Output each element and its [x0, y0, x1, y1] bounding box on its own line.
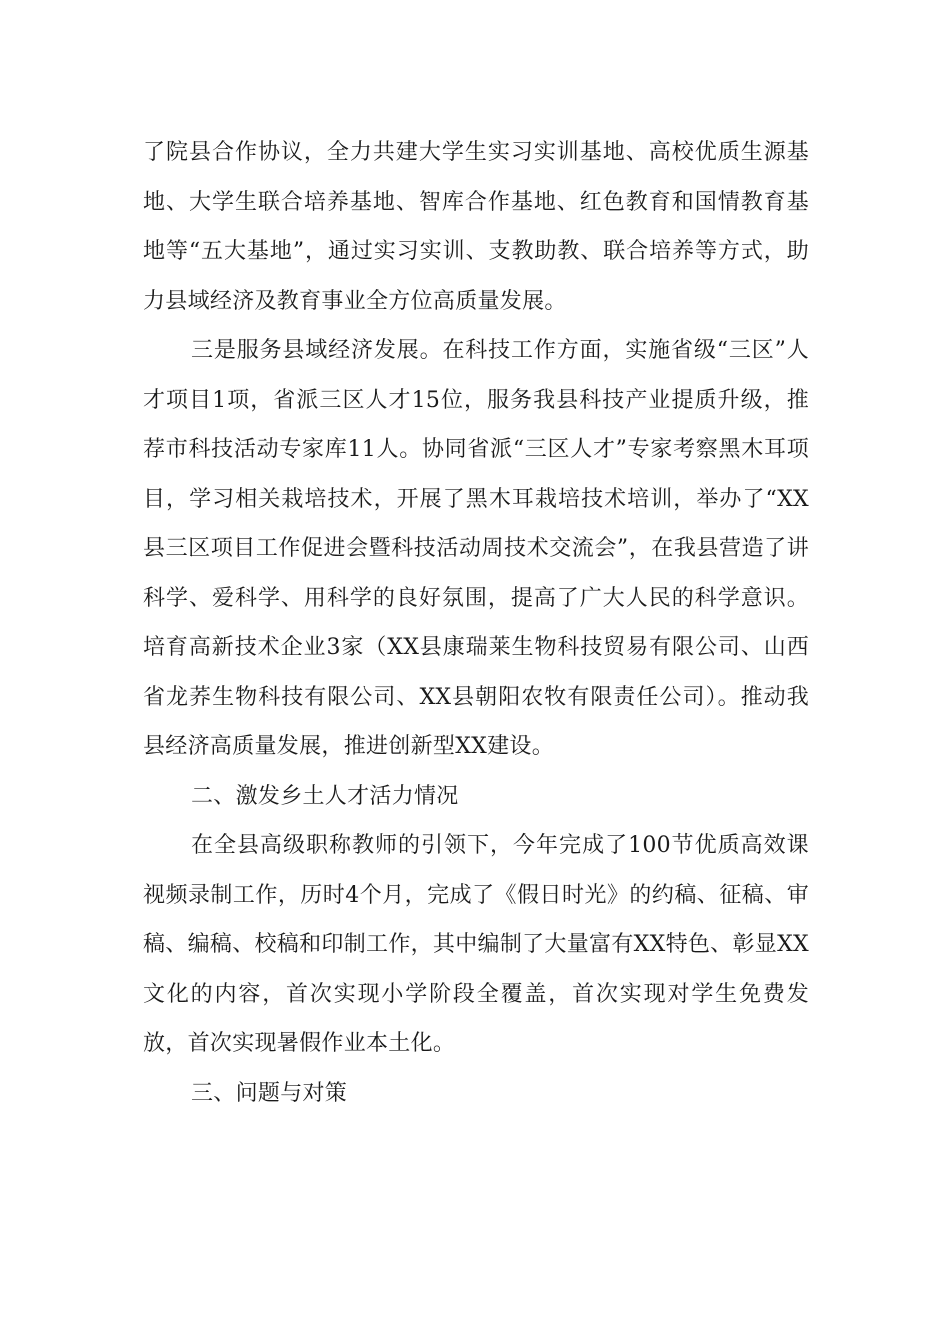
paragraph-county-economy: 三是服务县域经济发展。在科技工作方面，实施省级“三区”人才项目1项，省派三区人才15位，服务我县科技产业提质升级，推荐市科技活动专家库11人。协同省派“三区人才”专家考察黑木耳项目，学习相关栽培技术，开展了黑木耳栽培技术培训，举办了“XX县三区项目工作促进会暨科技活动周技术交流会”，在我县营造了讲科学、爱科学、用科学的良好氛围，提高了广大人民的科学意识。培育高新技术企业3家（XX县康瑞莱生物科技贸易有限公司、山西省龙荞生物科技有限公司、XX县朝阳农牧有限责任公司）。推动我县经济高质量发展，推进创新型XX建设。 [143, 338, 809, 759]
section-heading-problems: 三、问题与对策 [191, 1080, 348, 1106]
document-body [143, 128, 809, 1118]
paragraph-continuation: 了院县合作协议，全力共建大学生实习实训基地、高校优质生源基地、大学生联合培养基地、智库合作基地、红色教育和国情教育基地等“五大基地”，通过实习实训、支教助教、联合培养等方式，助力县域经济及教育事业全方位高质量发展。 [143, 140, 809, 314]
section-heading-local-talent: 二、激发乡土人才活力情况 [191, 783, 459, 809]
paragraph-teacher-work: 在全县高级职称教师的引领下，今年完成了100节优质高效课视频录制工作，历时4个月，完成了《假日时光》的约稿、征稿、审稿、编稿、校稿和印制工作，其中编制了大量富有XX特色、彰显XX文化的内容，首次实现小学阶段全覆盖，首次实现对学生免费发放，首次实现暑假作业本土化。 [143, 833, 809, 1056]
